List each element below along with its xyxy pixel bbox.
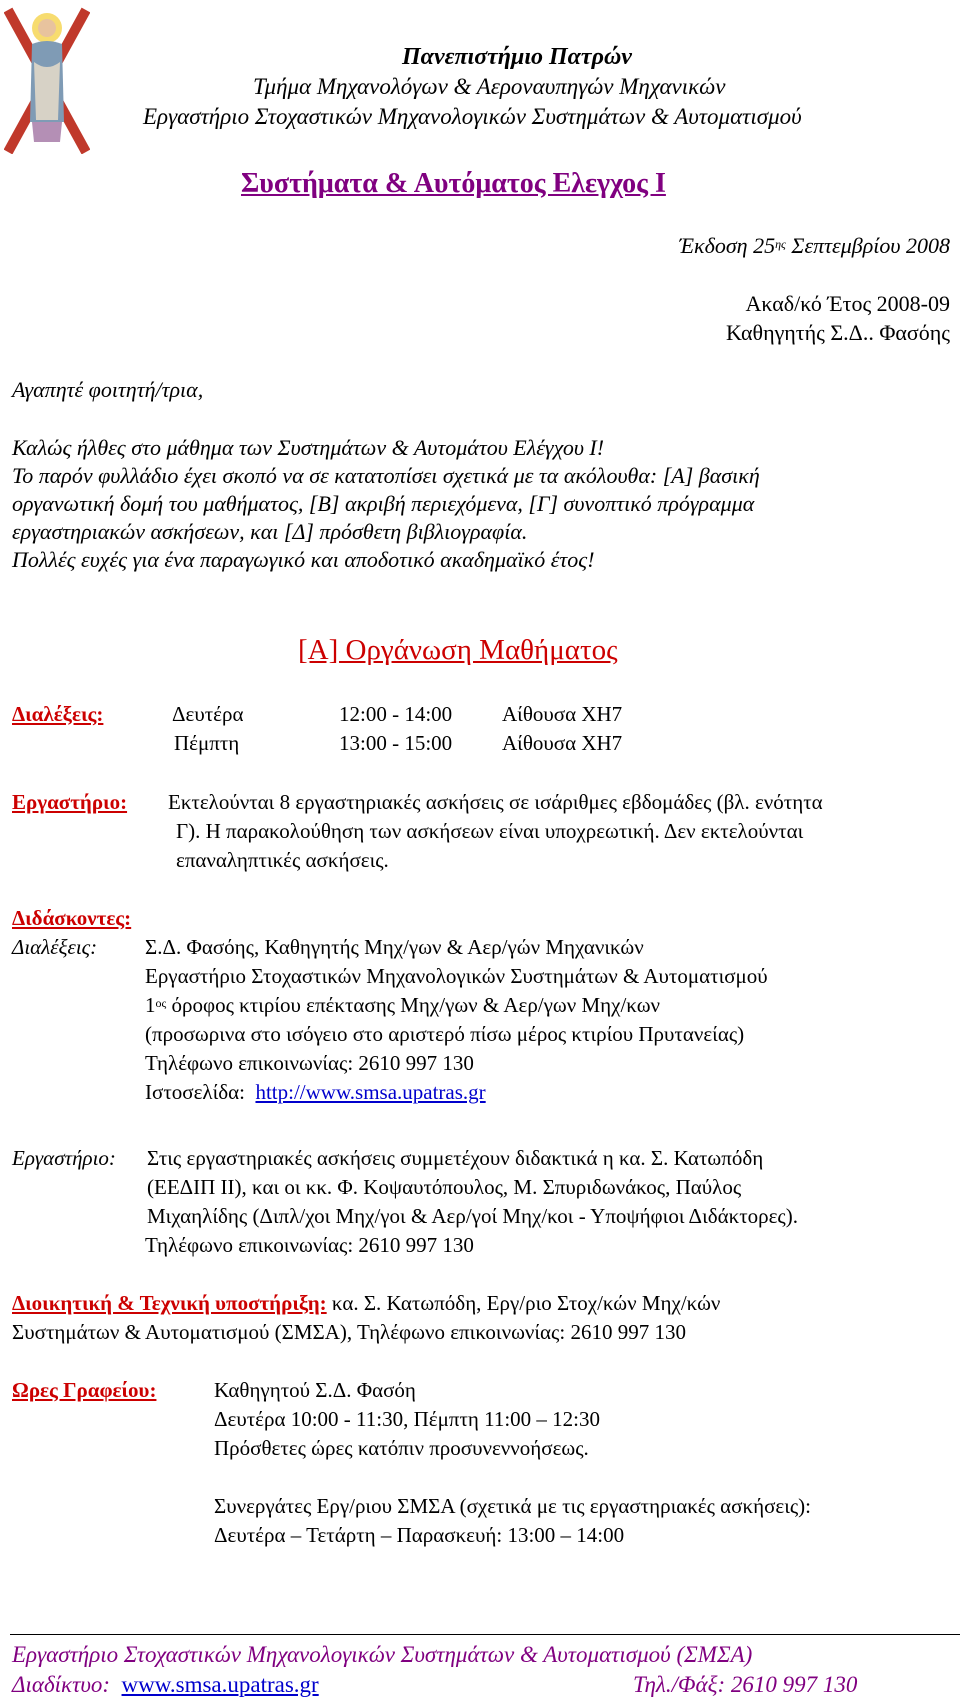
lecture-day: Πέμπτη	[174, 731, 240, 755]
footer-phone: Τηλ./Φάξ: 2610 997 130	[633, 1672, 858, 1697]
instructor-website: Ιστοσελίδα: http://www.smsa.upatras.gr	[145, 1080, 486, 1104]
office-hours-line: Καθηγητού Σ.Δ. Φασόη	[214, 1378, 416, 1402]
office-hours-line: Δευτέρα 10:00 - 11:30, Πέμπτη 11:00 – 12:30	[214, 1407, 600, 1431]
professor-name: Καθηγητής Σ.Δ.. Φασόης	[725, 320, 950, 345]
lectures-label: Διαλέξεις:	[12, 702, 104, 726]
intro-line: Καλώς ήλθες στο μάθημα των Συστημάτων & Αυτομάτου Ελέγχου Ι!	[12, 435, 605, 460]
lecture-room: Αίθουσα ΧΗ7	[502, 702, 623, 726]
lab-instructor-line: Μιχαηλίδης (Διπλ/χοι Μηχ/γοι & Αερ/γοί Μηχ/κοι - Υποψήφιοι Διδάκτορες).	[147, 1204, 798, 1228]
department-name: Τμήμα Μηχανολόγων & Αεροναυπηγών Μηχανικών	[253, 74, 726, 99]
instructor-temp-location: (προσωρινα στο ισόγειο στο αριστερό πίσω μέρος κτιρίου Πρυτανείας)	[145, 1022, 745, 1046]
greeting: Αγαπητέ φοιτητή/τρια,	[12, 377, 204, 402]
lecture-room: Αίθουσα ΧΗ7	[502, 731, 623, 755]
office-hours-label: Ωρες Γραφείου:	[12, 1378, 157, 1402]
lab-instructor-line: Στις εργαστηριακές ασκήσεις συμμετέχουν διδακτικά η κα. Σ. Κατωπόδη	[147, 1146, 764, 1170]
instructors-label: Διδάσκοντες:	[12, 906, 132, 930]
section-a-title: [Α] Οργάνωση Μαθήματος	[298, 634, 618, 666]
laboratory-label: Εργαστήριο:	[12, 790, 128, 814]
footer-internet: Διαδίκτυο: www.smsa.upatras.gr	[12, 1672, 319, 1697]
laboratory-line: Γ). Η παρακολούθηση των ασκήσεων είναι υποχρεωτική. Δεν εκτελούνται	[176, 819, 804, 843]
footer-divider	[10, 1634, 960, 1635]
laboratory-line: επαναληπτικές ασκήσεις.	[176, 848, 389, 872]
collab-hours-line: Δευτέρα – Τετάρτη – Παρασκευή: 13:00 – 14:00	[214, 1523, 625, 1547]
instructors-lab-label: Εργαστήριο:	[12, 1146, 116, 1170]
instructors-lectures-label: Διαλέξεις:	[12, 935, 98, 959]
intro-line: οργανωτική δομή του μαθήματος, [Β] ακριβή περιεχόμενα, [Γ] συνοπτικό πρόγραμμα	[12, 491, 755, 516]
intro-line: Πολλές ευχές για ένα παραγωγικό και αποδοτικό ακαδημαϊκό έτος!	[12, 547, 595, 572]
footer-lab: Εργαστήριο Στοχαστικών Μηχανολογικών Συστημάτων & Αυτοματισμού (ΣΜΣΑ)	[12, 1642, 753, 1667]
university-name: Πανεπιστήμιο Πατρών	[402, 44, 632, 70]
admin-support-line: Συστημάτων & Αυτοματισμού (ΣΜΣΑ), Τηλέφωνο επικοινωνίας: 2610 997 130	[12, 1320, 686, 1344]
lecture-time: 12:00 - 14:00	[339, 702, 453, 726]
lab-instructor-line: (ΕΕΔΙΠ ΙΙ), και οι κκ. Φ. Κοψαυτόπουλος, Μ. Σπυριδωνάκος, Παύλος	[147, 1175, 742, 1199]
lecture-day: Δευτέρα	[172, 702, 244, 726]
lab-name: Εργαστήριο Στοχαστικών Μηχανολογικών Συστημάτων & Αυτοματισμού	[143, 104, 802, 129]
academic-year: Ακαδ/κό Έτος 2008-09	[745, 291, 950, 316]
admin-support: Διοικητική & Τεχνική υποστήριξη: κα. Σ. Κατωπόδη, Εργ/ριο Στοχ/κών Μηχ/κών	[12, 1291, 721, 1315]
office-hours-line: Πρόσθετες ώρες κατόπιν προσυνεννοήσεως.	[214, 1436, 589, 1460]
footer-website-link[interactable]: www.smsa.upatras.gr	[121, 1672, 319, 1697]
lecture-time: 13:00 - 15:00	[339, 731, 453, 755]
instructor-floor: $1^{o\varsigma}$ όροφος κτιρίου επέκτασης Μηχ/γων & Αερ/γων Μηχ/κων	[145, 993, 661, 1017]
lab-instructor-phone: Τηλέφωνο επικοινωνίας: 2610 997 130	[145, 1233, 474, 1257]
edition-date: Έκδοση $25^{\eta\varsigma}$ Σεπτεμβρίου 2008	[679, 233, 950, 258]
instructor-line: Σ.Δ. Φασόης, Καθηγητής Μηχ/γων & Αερ/γών Μηχανικών	[145, 935, 644, 959]
saint-andrew-cross-icon	[4, 2, 90, 154]
intro-line: Το παρόν φυλλάδιο έχει σκοπό να σε κατατοπίσει σχετικά με τα ακόλουθα: [Α] βασική	[12, 463, 760, 488]
course-title: Συστήματα & Αυτόματος Ελεγχος Ι	[241, 168, 666, 199]
instructor-line: Εργαστήριο Στοχαστικών Μηχανολογικών Συστημάτων & Αυτοματισμού	[145, 964, 768, 988]
laboratory-line: Εκτελούνται 8 εργαστηριακές ασκήσεις σε ισάριθμες εβδομάδες (βλ. ενότητα	[168, 790, 823, 814]
website-link[interactable]: http://www.smsa.upatras.gr	[255, 1080, 486, 1104]
collab-hours-line: Συνεργάτες Εργ/ριου ΣΜΣΑ (σχετικά με τις εργαστηριακές ασκήσεις):	[214, 1494, 812, 1518]
instructor-phone: Τηλέφωνο επικοινωνίας: 2610 997 130	[145, 1051, 474, 1075]
admin-support-label: Διοικητική & Τεχνική υποστήριξη:	[12, 1291, 327, 1315]
intro-line: εργαστηριακών ασκήσεων, και [Δ] πρόσθετη βιβλιογραφία.	[12, 519, 528, 544]
